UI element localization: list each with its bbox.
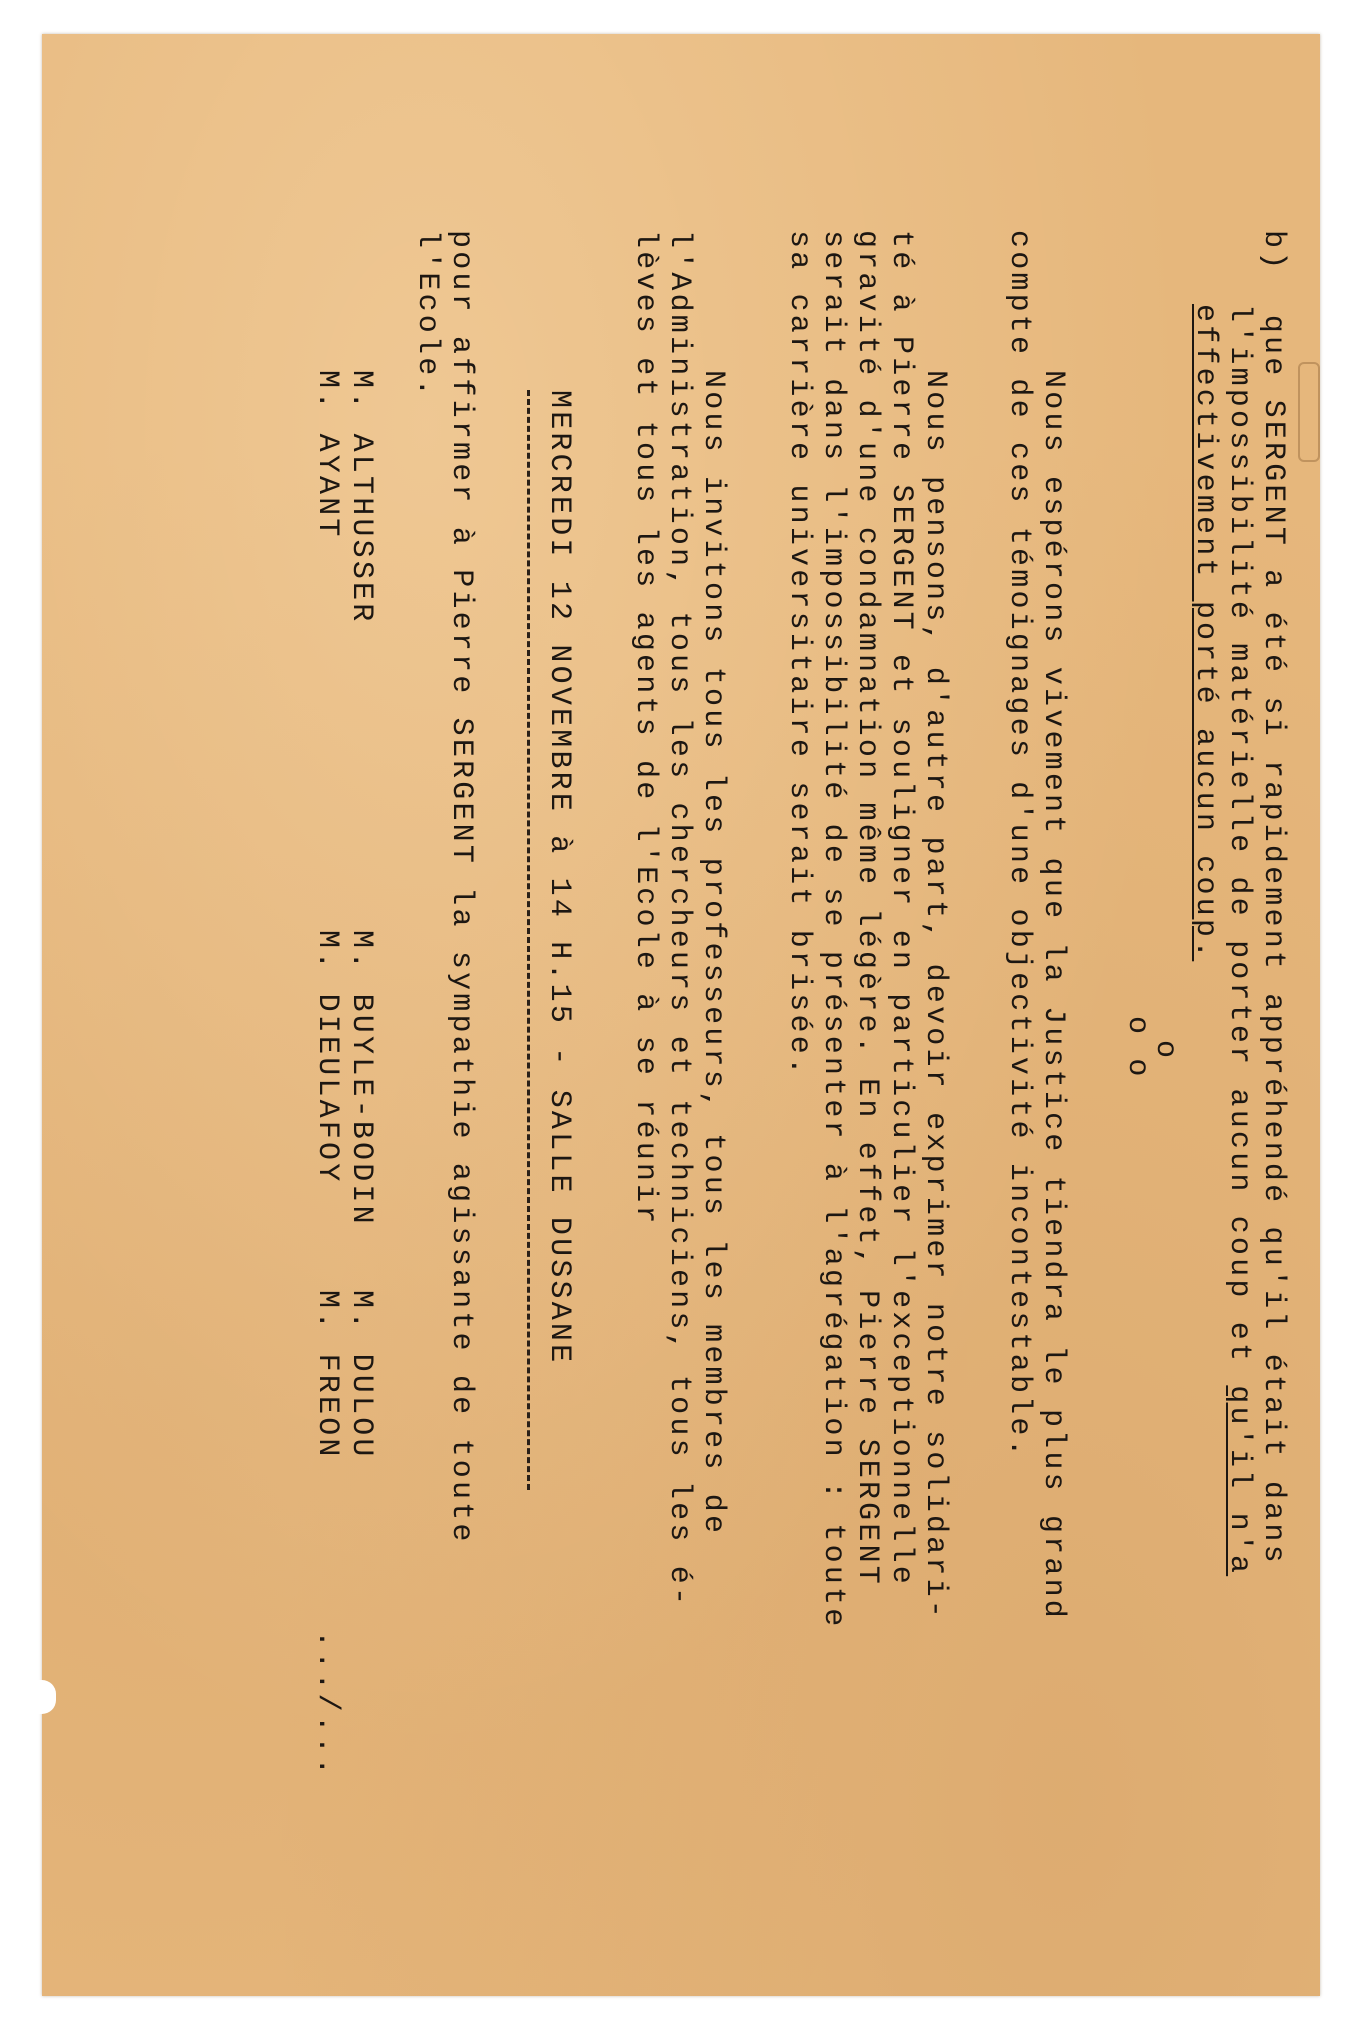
signatory: M. FREON	[310, 1290, 344, 1460]
paragraph-2-line-5: sa carrière universitaire serait brisée.	[782, 230, 816, 1079]
paragraph-1-line-2: compte de ces témoignages d'une objectivité incontestable.	[1002, 230, 1036, 1460]
meeting-announcement: MERCREDI 12 NOVEMBRE à 14 H.15 - SALLE DUSSANE	[542, 390, 576, 1366]
paragraph-2-line-1: Nous pensons, d'autre part, devoir exprimer notre solidari-	[918, 370, 952, 1621]
paragraph-2-line-3: gravité d'une condamnation même légère. En effet, Pierre SERGENT	[850, 230, 884, 1587]
paragraph-3-line-3: lèves et tous les agents de l'Ecole à se réunir	[628, 230, 662, 1227]
paragraph-1-line-1: Nous espérons vivement que la Justice tiendra le plus grand	[1036, 370, 1070, 1621]
signatory: M. BUYLE-BODIN	[344, 930, 378, 1227]
signatory: M. DIEULAFOY	[310, 930, 344, 1185]
continuation-marker: .../...	[310, 1630, 344, 1779]
paragraph-3-line-1: Nous invitons tous les professeurs, tous les membres de	[696, 370, 730, 1537]
signatory: M. AYANT	[310, 370, 344, 540]
item-b-line-3: effectivement porté aucun coup.	[1188, 304, 1222, 962]
signatory: M. DULOU	[344, 1290, 378, 1460]
typed-text-block	[90, 230, 1290, 1910]
closing-line-1: pour affirmer à Pierre SERGENT la sympathie agissante de toute	[444, 230, 478, 1545]
paragraph-2-line-4: serait dans l'impossibilité de se présenter à l'agrégation : toute	[816, 230, 850, 1630]
paragraph-3-line-2: l'Administration, tous les chercheurs et techniciens, tous les é-	[662, 230, 696, 1609]
dashed-separator	[527, 390, 530, 1490]
separator-dots-bottom: o o	[1120, 1016, 1154, 1080]
item-b-line-2: l'impossibilité matérielle de porter aucun coup et qu'il n'a	[1222, 304, 1256, 1577]
item-b-marker: b)	[1256, 230, 1290, 273]
signatory: M. ALTHUSSER	[344, 370, 378, 625]
item-b-line-1: b) que SERGENT a été si rapidement appréhendé qu'il était dans	[1256, 230, 1290, 1566]
paragraph-2-line-2: té à Pierre SERGENT et souligner en particulier l'exceptionnelle	[884, 230, 918, 1587]
staple-mark	[1298, 362, 1320, 462]
separator-dot-top: o	[1148, 1040, 1182, 1062]
closing-line-2: l'Ecole.	[410, 230, 444, 400]
